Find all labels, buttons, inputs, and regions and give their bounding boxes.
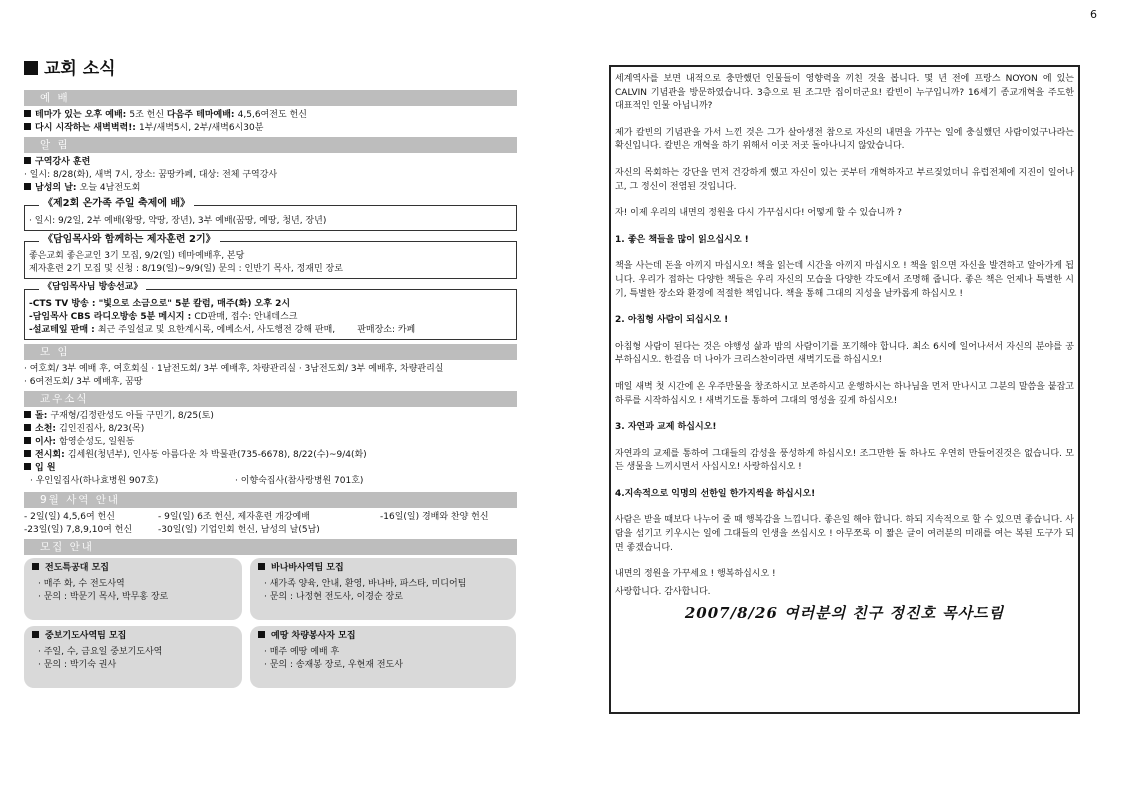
column-heading: 2. 아침형 사람이 되십시오 ! — [615, 315, 729, 326]
schedule-header: 9월 사역 안내 — [24, 492, 517, 508]
square-bullet-icon — [32, 631, 39, 638]
page-number: 6 — [1090, 8, 1097, 21]
recruit-card-line: · 매주 예땅 예배 후 — [264, 647, 340, 657]
column-paragraph: 세계역사를 보면 내적으로 충만했던 인물들이 영향력을 끼친 것을 봅니다. 몇 년 전에 프랑스 NOYON 에 있는 CALVIN 기념관을 방문하였습니다. 3층으로 된 조그만 집이더군요! 칼빈이 누구입니까? 16세기 종교개혁을 주도한 대표적인 인물 아닙니까? — [615, 74, 1074, 112]
fellowship-item: 전시회: 김세원(청년부), 인사동 아름다운 차 박물관(735-6678), 8/22(수)~9/4(화) — [24, 449, 517, 462]
column-heading: 1. 좋은 책들을 많이 읽으십시오 ! — [615, 234, 749, 245]
column-heading: 4.지속적으로 익명의 선한일 한가지씩을 하십시오! — [615, 488, 816, 499]
church-news-column — [24, 58, 517, 688]
recruit-card-line: · 문의 : 박기숙 권사 — [38, 660, 117, 670]
recruit-header: 모집 안내 — [24, 539, 517, 555]
mens-day-line: 남성의 날: 오늘 4남전도회 — [24, 182, 517, 195]
square-bullet-icon — [24, 463, 31, 470]
fellowship-item: 이사: 함영순성도, 일원동 — [24, 436, 517, 449]
column-paragraph: 자신의 목회하는 강단을 먼저 건강하게 했고 자신이 있는 곳부터 개혁하자고 부르짖었더니 유럽전체에 지진이 일어나고, 그 정신이 전염된 것입니다. — [615, 167, 1074, 192]
meeting-header: 모 임 — [24, 344, 517, 360]
signature: 2007/8/26 여러분의 친구 정진호 목사드림 — [684, 604, 1005, 623]
square-bullet-icon — [24, 437, 31, 444]
column-paragraph: 사랑합니다. 감사합니다. — [615, 586, 711, 597]
worship-theme-line: 테마가 있는 오후 예배: 5조 헌신 다음주 테마예배: 4,5,6여전도 헌신 — [24, 109, 517, 122]
festival-detail: · 일시: 9/2일, 2부 예배(왕땅, 약땅, 장년), 3부 예배(꿈땅, 예땅, 청년, 장년) — [29, 216, 327, 226]
square-bullet-icon — [24, 157, 31, 164]
square-bullet-icon — [32, 563, 39, 570]
column-paragraph: 내면의 정원을 가꾸세요 ! 행복하십시오 ! — [615, 569, 776, 580]
broadcast-box — [24, 282, 517, 340]
recruit-card-line: · 매주 화, 수 전도사역 — [38, 579, 125, 589]
disciple-title: 《담임목사와 함께하는 제자훈련 2기》 — [39, 233, 220, 246]
recruit-card-title: 예땅 차량봉사자 모집 — [258, 630, 508, 643]
recruit-card — [24, 558, 242, 620]
schedule-grid — [24, 511, 517, 537]
worship-dawn-line: 다시 시작하는 새벽벽력!: 1부/새벽5시, 2부/새벽6시30분 — [24, 122, 517, 135]
recruit-card — [250, 558, 516, 620]
disciple-box — [24, 234, 517, 279]
recruit-card-line: · 새가족 양육, 안내, 환영, 바나바, 파스타, 미디어팀 — [264, 579, 467, 589]
notice-item-detail: · 일시: 8/28(화), 새벽 7시, 장소: 꿈땅카페, 대상: 전체 구역강사 — [24, 170, 278, 180]
schedule-item: -16일(일) 경배와 찬양 헌신 — [380, 512, 489, 522]
worship-header: 예 배 — [24, 90, 517, 106]
schedule-item: -23일(일) 7,8,9,10여 헌신 — [24, 525, 133, 535]
square-bullet-icon — [258, 563, 265, 570]
disciple-line: 좋은교회 좋은교인 3기 모집, 9/2(일) 테마예배후, 본당 — [29, 251, 245, 261]
notice-item-title: 구역강사 훈련 — [24, 156, 517, 169]
square-bullet-icon — [24, 450, 31, 457]
column-paragraph: 책을 사는데 돈을 아끼지 마십시오! 책을 읽는데 시간을 아끼지 마십시오 ! 책을 읽으면 자신을 발견하고 알아가게 됩니다. 우리가 접하는 다양한 책들은 우리 자신의 모습을 다양한 각도에서 조명해 줍니다. 좋은 책은 언제나 특별한 시기, 특별한 장소와 환경에 적절한 책입니다. 책을 통해 그대의 지성을 날카롭게 하십시오 ! — [615, 261, 1074, 299]
broadcast-line: -설교테잎 판매 : 최근 주일설교 및 요한계시록, 에베소서, 사도행전 강해 판매, 판매장소: 카페 — [29, 325, 416, 335]
square-bullet-icon — [24, 110, 31, 117]
column-paragraph: 매일 새벽 첫 시간에 온 우주만물을 창조하시고 보존하시고 운행하시는 하나님을 먼저 만나시고 그분의 말씀을 붙잡고 하루를 시작하십시오 ! 새벽기도를 통하여 그대의 영성을 깊게 하십시오! — [615, 381, 1074, 406]
fellowship-item: 입 원 — [24, 462, 517, 475]
fellowship-item: 돌: 구재형/김정란성도 아들 구민기, 8/25(토) — [24, 410, 517, 423]
recruit-card-title: 전도특공대 모집 — [32, 562, 234, 575]
notice-header: 알 림 — [24, 137, 517, 153]
recruit-card — [250, 626, 516, 688]
broadcast-title: 《담임목사님 방송선교》 — [39, 281, 146, 294]
broadcast-line: -담임목사 CBS 라디오방송 5분 메시지 : CD판매, 접수: 안내데스크 — [29, 312, 298, 322]
recruit-card-title: 중보기도사역팀 모집 — [32, 630, 234, 643]
meeting-line: · 여호회/ 3부 예배 후, 여호회실 · 1남전도회/ 3부 예배후, 차량관리실 · 3남전도회/ 3부 예배후, 차량관리실 — [24, 364, 444, 374]
column-heading: 3. 자연과 교제 하십시오! — [615, 422, 717, 433]
meeting-line: · 6여전도회/ 3부 예배후, 꿈땅 — [24, 377, 143, 387]
schedule-item: -30일(일) 기업인회 헌신, 남성의 날(5남) — [158, 525, 320, 535]
recruit-card-line: · 문의 : 나정현 전도사, 이경순 장로 — [264, 592, 403, 602]
recruit-card — [24, 626, 242, 688]
square-bullet-icon — [24, 123, 31, 130]
disciple-line: 제자훈련 2기 모집 및 신청 : 8/19(일)~9/9(일) 문의 : 인반기 목사, 정재민 장로 — [29, 264, 343, 274]
festival-title: 《제2회 온가족 주일 축제에 배》 — [39, 197, 194, 210]
column-paragraph: 사람은 받을 때보다 나누어 줄 때 행복감을 느낍니다. 좋은일 해야 합니다. 하되 지속적으로 할 수 있으면 좋습니다. 사람을 섬기고 키우시는 일에 그대들의 인생을 쓰십시오 ! 아무쪼록 이 짧은 글이 여러분의 미래를 여는 복된 도구가 되면 좋겠습니다. — [615, 515, 1074, 553]
schedule-item: - 2일(일) 4,5,6여 헌신 — [24, 512, 115, 522]
square-bullet-icon — [24, 411, 31, 418]
fellowship-item: 소천: 김인진집사, 8/23(목) — [24, 423, 517, 436]
recruit-card-line: · 문의 : 송재봉 장로, 우현재 전도사 — [264, 660, 403, 670]
recruit-grid — [24, 558, 517, 688]
broadcast-line: -CTS TV 방송 : "빛으로 소금으로" 5분 칼럼, 매주(화) 오후 2시 — [29, 299, 291, 309]
column-paragraph: 자연과의 교제를 통하여 그대들의 감성을 풍성하게 하십시오! 조그만한 돌 하나도 우연히 만들어진것은 없습니다. 모든 생물을 느끼시면서 사십시오! 사랑하십시오 ! — [615, 448, 1074, 473]
square-bullet-icon — [24, 424, 31, 431]
fellowship-header: 교우소식 — [24, 391, 517, 407]
festival-box — [24, 198, 517, 231]
recruit-card-title: 바나바사역팀 모집 — [258, 562, 508, 575]
square-bullet-icon — [258, 631, 265, 638]
column-paragraph: 자! 이제 우리의 내면의 정원을 다시 가꾸십시다! 어떻게 할 수 있습니까 ? — [615, 208, 902, 219]
column-paragraph: 아침형 사람이 된다는 것은 야행성 삶과 밤의 사람이기를 포기해야 합니다. 최소 6시에 일어나서서 자신의 분야를 공부하십시오. 한걸음 더 나아가 크리스찬이라면 새벽기도를 하십시오! — [615, 341, 1074, 366]
recruit-card-line: · 주일, 수, 금요일 중보기도사역 — [38, 647, 163, 657]
pastor-column-box — [609, 65, 1080, 714]
page-title: 교회 소식 — [24, 58, 517, 82]
column-paragraph: 제가 칼빈의 기념관을 가서 느낀 것은 그가 살아생전 참으로 자신의 내면을 가꾸는 일에 충실했던 사람이었구나라는 확신입니다. 칼빈은 개혁을 하기 위해서 이곳 저곳 돌아나니지 않았습니다. — [615, 127, 1074, 152]
hospital-line: · 우인일집사(하나효병원 907호) · 이향숙집사(참사랑병원 701호) — [30, 476, 364, 486]
square-bullet-icon — [24, 61, 38, 75]
square-bullet-icon — [24, 183, 31, 190]
schedule-item: - 9일(일) 6조 헌신, 제자훈련 개강예배 — [158, 512, 310, 522]
recruit-card-line: · 문의 : 박문기 목사, 박무홍 장로 — [38, 592, 169, 602]
